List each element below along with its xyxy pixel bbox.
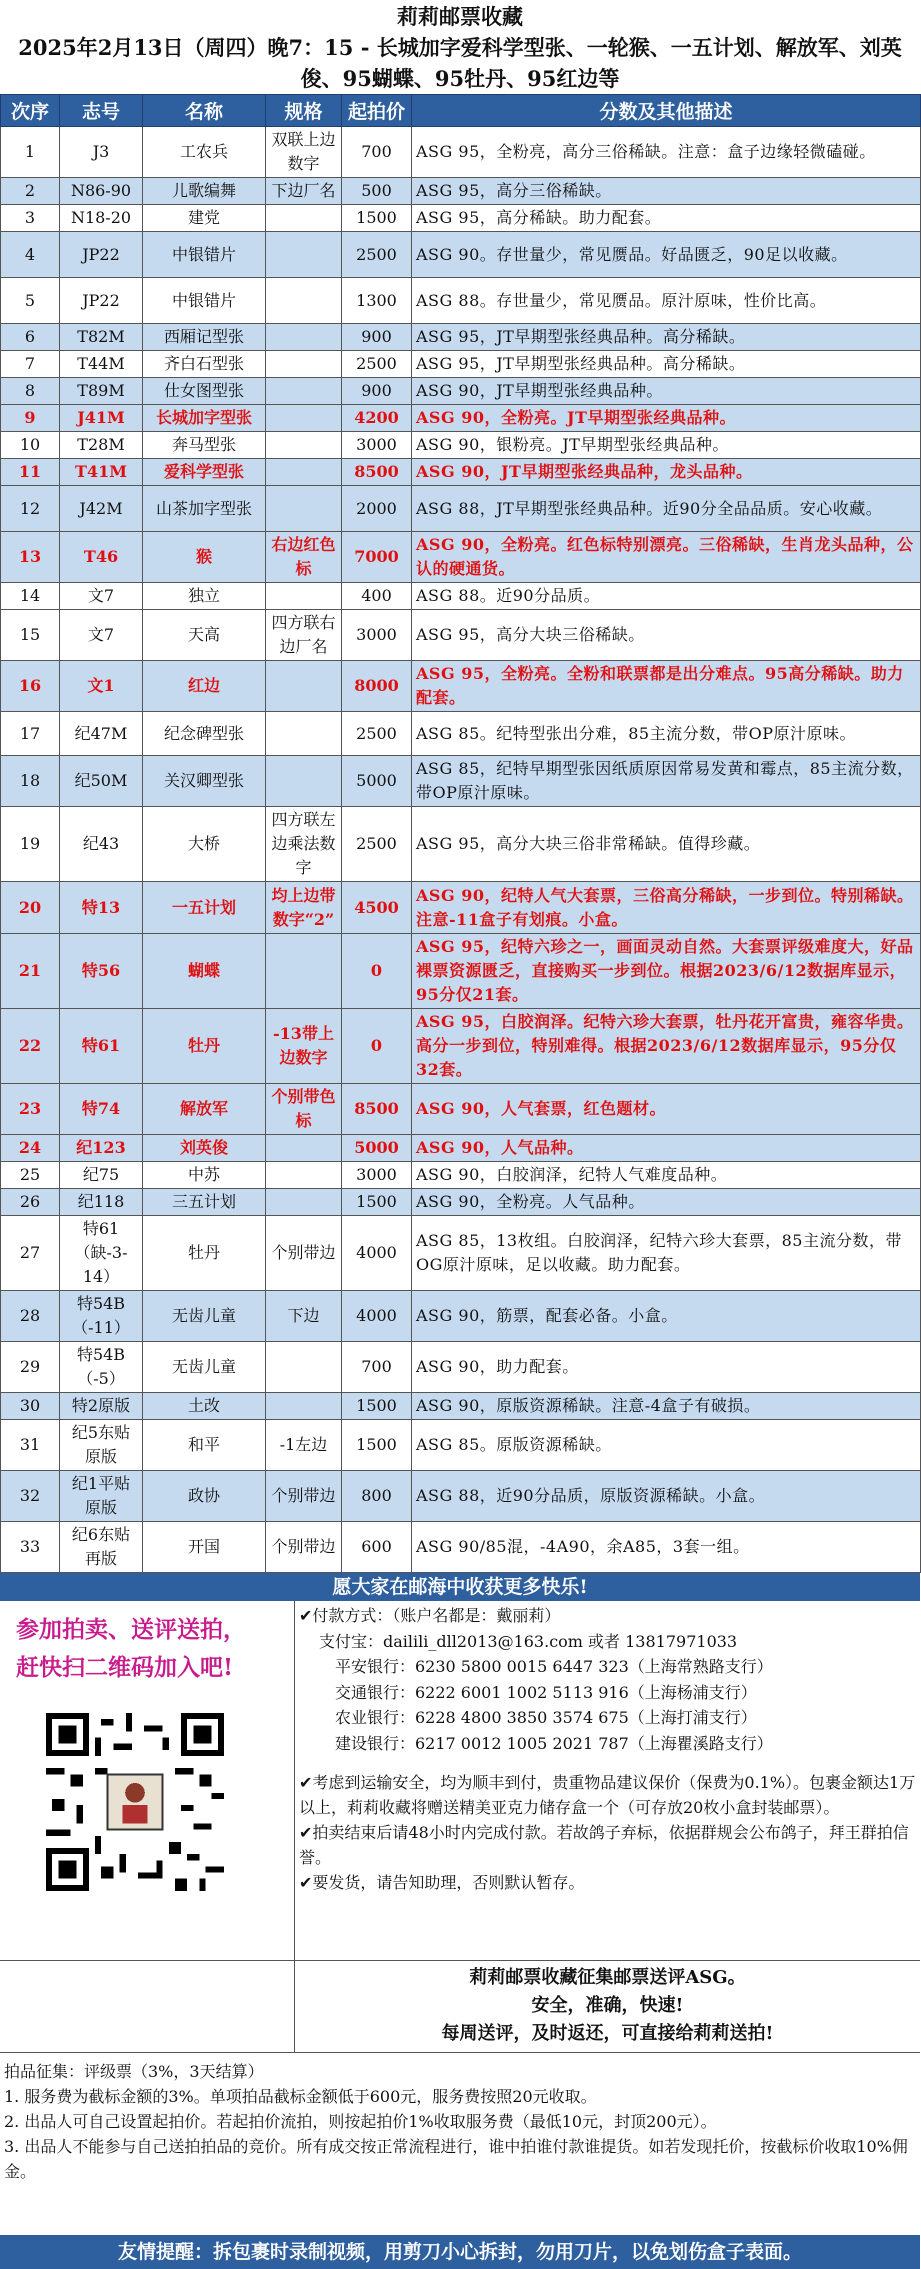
note-item: ✔要发货，请告知助理，否则默认暂存。	[299, 1873, 585, 1892]
stamp-code: 文1	[60, 661, 143, 712]
payment-panel	[295, 1601, 920, 1960]
stamp-spec: 均上边带数字“2”	[266, 882, 342, 934]
promo-line-2: 赶快扫二维码加入吧!	[16, 1654, 234, 1681]
start-price: 2500	[342, 807, 412, 882]
table-row	[1, 1084, 921, 1135]
stamp-name: 一五计划	[143, 882, 266, 934]
promo-panel	[0, 1601, 295, 1960]
lot-description: ASG 95，全粉亮。全粉和联票都是出分难点。95高分稀缺。助力配套。	[412, 661, 921, 712]
lot-description: ASG 95，高分稀缺。助力配套。	[412, 205, 921, 232]
bank-account: 平安银行：6230 5800 0015 6447 323（上海常熟路支行）	[335, 1657, 773, 1676]
footer-reminder: 友情提醒：拆包裹时录制视频，用剪刀小心拆封，勿用刀片，以免划伤盒子表面。	[0, 2235, 920, 2269]
lot-description: ASG 90/85混，-4A90，余A85，3套一组。	[412, 1522, 921, 1573]
note-item: ✔考虑到运输安全，均为顺丰到付，贵重物品建议保价（保费为0.1%）。包裹金额达1万以上，莉莉收藏将赠送精美亚克力储存盒一个（可存放20枚小盒封装邮票）。	[299, 1773, 916, 1817]
stamp-spec	[266, 934, 342, 1009]
rule-line: 拍品征集：评级票（3%，3天结算）	[4, 2062, 264, 2081]
start-price: 900	[342, 378, 412, 405]
col-header-name: 名称	[143, 95, 266, 127]
lot-number: 19	[1, 807, 60, 882]
stamp-name: 开国	[143, 1522, 266, 1573]
stamp-spec	[266, 1135, 342, 1162]
lot-description: ASG 90，人气套票，红色题材。	[412, 1084, 921, 1135]
stamp-code: 特74	[60, 1084, 143, 1135]
asg-line: 安全，准确，快速!	[531, 1995, 684, 2016]
lot-number: 5	[1, 278, 60, 324]
stamp-code: 文7	[60, 583, 143, 610]
table-row	[1, 1009, 921, 1084]
start-price: 1500	[342, 1420, 412, 1471]
title-block	[0, 0, 920, 94]
table-row	[1, 324, 921, 351]
stamp-name: 红边	[143, 661, 266, 712]
start-price: 3000	[342, 432, 412, 459]
start-price: 500	[342, 178, 412, 205]
start-price: 800	[342, 1471, 412, 1522]
stamp-spec: 个别带边	[266, 1471, 342, 1522]
stamp-spec	[266, 278, 342, 324]
stamp-code: J42M	[60, 486, 143, 532]
start-price: 600	[342, 1522, 412, 1573]
stamp-spec	[266, 351, 342, 378]
table-row	[1, 661, 921, 712]
lot-description: ASG 95，高分大块三俗稀缺。	[412, 610, 921, 661]
table-header-row	[1, 95, 921, 127]
asg-spacer	[0, 1961, 295, 2052]
stamp-name: 齐白石型张	[143, 351, 266, 378]
stamp-name: 建党	[143, 205, 266, 232]
lot-number: 21	[1, 934, 60, 1009]
stamp-name: 三五计划	[143, 1189, 266, 1216]
table-row	[1, 486, 921, 532]
stamp-code: N86-90	[60, 178, 143, 205]
lot-number: 25	[1, 1162, 60, 1189]
stamp-spec	[266, 432, 342, 459]
table-row	[1, 1471, 921, 1522]
stamp-spec	[266, 1342, 342, 1393]
stamp-spec: 双联上边数字	[266, 127, 342, 178]
col-header-price: 起拍价	[342, 95, 412, 127]
stamp-code: T89M	[60, 378, 143, 405]
stamp-code: 纪50M	[60, 756, 143, 807]
lot-number: 4	[1, 232, 60, 278]
stamp-code: 纪43	[60, 807, 143, 882]
stamp-code: T44M	[60, 351, 143, 378]
table-row	[1, 1291, 921, 1342]
stamp-name: 天高	[143, 610, 266, 661]
lot-description: ASG 85，纪特早期型张因纸质原因常易发黄和霉点，85主流分数，带OP原汁原味。	[412, 756, 921, 807]
asg-line: 每周送评，及时返还，可直接给莉莉送拍!	[441, 2023, 774, 2044]
start-price: 1500	[342, 1393, 412, 1420]
stamp-spec	[266, 1189, 342, 1216]
col-header-desc: 分数及其他描述	[412, 95, 921, 127]
table-row	[1, 1189, 921, 1216]
lot-description: ASG 90，JT早期型张经典品种。	[412, 378, 921, 405]
stamp-spec: 个别带色标	[266, 1084, 342, 1135]
stamp-spec: 四方联右边厂名	[266, 610, 342, 661]
table-row	[1, 807, 921, 882]
col-header-no: 次序	[1, 95, 60, 127]
start-price: 1300	[342, 278, 412, 324]
stamp-spec	[266, 378, 342, 405]
stamp-name: 中银错片	[143, 278, 266, 324]
stamp-code: 特56	[60, 934, 143, 1009]
lot-description: ASG 88。近90分品质。	[412, 583, 921, 610]
col-header-spec: 规格	[266, 95, 342, 127]
stamp-spec: -1左边	[266, 1420, 342, 1471]
table-row	[1, 205, 921, 232]
table-row	[1, 432, 921, 459]
stamp-code: T41M	[60, 459, 143, 486]
start-price: 5000	[342, 1135, 412, 1162]
asg-section	[0, 1961, 920, 2053]
start-price: 8500	[342, 459, 412, 486]
stamp-code: JP22	[60, 232, 143, 278]
table-row	[1, 405, 921, 432]
table-row	[1, 532, 921, 583]
stamp-name: 土改	[143, 1393, 266, 1420]
lot-description: ASG 85，13枚组。白胶润泽，纪特六珍大套票，85主流分数，带OG原汁原味，足以收藏。助力配套。	[412, 1216, 921, 1291]
col-header-code: 志号	[60, 95, 143, 127]
table-row	[1, 1216, 921, 1291]
stamp-code: 特2原版	[60, 1393, 143, 1420]
stamp-name: 刘英俊	[143, 1135, 266, 1162]
table-row	[1, 712, 921, 756]
stamp-code: 纪123	[60, 1135, 143, 1162]
stamp-spec	[266, 661, 342, 712]
stamp-spec	[266, 756, 342, 807]
start-price: 5000	[342, 756, 412, 807]
lot-description: ASG 88，JT早期型张经典品种。近90分全品品质。安心收藏。	[412, 486, 921, 532]
lot-number: 10	[1, 432, 60, 459]
table-row	[1, 378, 921, 405]
stamp-spec	[266, 583, 342, 610]
lot-description: ASG 88，近90分品质，原版资源稀缺。小盒。	[412, 1471, 921, 1522]
lot-number: 2	[1, 178, 60, 205]
consignment-rules	[0, 2053, 920, 2235]
lot-description: ASG 90。存世量少，常见赝品。好品匮乏，90足以收藏。	[412, 232, 921, 278]
lot-number: 17	[1, 712, 60, 756]
table-row	[1, 934, 921, 1009]
note-item: ✔拍卖结束后请48小时内完成付款。若故鸽子弃标，依据群规会公布鸽子，拜王群拍信誉。	[299, 1823, 909, 1867]
start-price: 0	[342, 934, 412, 1009]
lot-number: 16	[1, 661, 60, 712]
stamp-name: 西厢记型张	[143, 324, 266, 351]
lot-number: 7	[1, 351, 60, 378]
stamp-code: 特13	[60, 882, 143, 934]
lot-description: ASG 90，人气品种。	[412, 1135, 921, 1162]
table-row	[1, 1342, 921, 1393]
bank-account: 农业银行：6228 4800 3850 3574 675（上海打浦支行）	[335, 1708, 757, 1727]
start-price: 2500	[342, 351, 412, 378]
stamp-spec: 个别带边	[266, 1522, 342, 1573]
stamp-name: 无齿儿童	[143, 1291, 266, 1342]
lot-number: 24	[1, 1135, 60, 1162]
lot-number: 13	[1, 532, 60, 583]
stamp-spec: 个别带边	[266, 1216, 342, 1291]
stamp-name: 纪念碑型张	[143, 712, 266, 756]
lot-description: ASG 95，JT早期型张经典品种。高分稀缺。	[412, 324, 921, 351]
stamp-spec	[266, 324, 342, 351]
start-price: 700	[342, 127, 412, 178]
stamp-code: 纪1平贴原版	[60, 1471, 143, 1522]
start-price: 8500	[342, 1084, 412, 1135]
table-row	[1, 178, 921, 205]
asg-line: 莉莉邮票收藏征集邮票送评ASG。	[469, 1967, 746, 1988]
stamp-name: 爱科学型张	[143, 459, 266, 486]
stamp-code: T46	[60, 532, 143, 583]
lot-number: 33	[1, 1522, 60, 1573]
lot-number: 32	[1, 1471, 60, 1522]
lot-number: 23	[1, 1084, 60, 1135]
stamp-name: 和平	[143, 1420, 266, 1471]
rule-line: 1. 服务费为截标金额的3%。单项拍品截标金额低于600元，服务费按照20元收取。	[4, 2087, 597, 2106]
lot-number: 14	[1, 583, 60, 610]
table-row	[1, 351, 921, 378]
stamp-spec: 下边厂名	[266, 178, 342, 205]
lot-description: ASG 95，高分大块三俗非常稀缺。值得珍藏。	[412, 807, 921, 882]
lot-number: 1	[1, 127, 60, 178]
start-price: 4500	[342, 882, 412, 934]
lot-number: 28	[1, 1291, 60, 1342]
table-row	[1, 459, 921, 486]
lot-number: 31	[1, 1420, 60, 1471]
stamp-code: 特54B（-11）	[60, 1291, 143, 1342]
lot-number: 15	[1, 610, 60, 661]
stamp-code: 纪75	[60, 1162, 143, 1189]
stamp-code: 纪118	[60, 1189, 143, 1216]
stamp-spec	[266, 712, 342, 756]
lot-description: ASG 90，助力配套。	[412, 1342, 921, 1393]
table-row	[1, 232, 921, 278]
table-row	[1, 756, 921, 807]
lot-description: ASG 90，原版资源稀缺。注意-4盒子有破损。	[412, 1393, 921, 1420]
table-row	[1, 1522, 921, 1573]
stamp-code: 文7	[60, 610, 143, 661]
start-price: 400	[342, 583, 412, 610]
lot-description: ASG 88。存世量少，常见赝品。原汁原味，性价比高。	[412, 278, 921, 324]
lot-number: 30	[1, 1393, 60, 1420]
stamp-code: T82M	[60, 324, 143, 351]
table-row	[1, 127, 921, 178]
stamp-spec: 右边红色标	[266, 532, 342, 583]
stamp-name: 牡丹	[143, 1216, 266, 1291]
start-price: 8000	[342, 661, 412, 712]
page-title: 莉莉邮票收藏	[397, 4, 523, 29]
start-price: 2500	[342, 232, 412, 278]
start-price: 700	[342, 1342, 412, 1393]
stamp-name: 长城加字型张	[143, 405, 266, 432]
stamp-name: 工农兵	[143, 127, 266, 178]
stamp-name: 解放军	[143, 1084, 266, 1135]
stamp-name: 山茶加字型张	[143, 486, 266, 532]
start-price: 1500	[342, 205, 412, 232]
stamp-code: 特61（缺-3-14）	[60, 1216, 143, 1291]
table-row	[1, 278, 921, 324]
lot-description: ASG 90，纪特人气大套票，三俗高分稀缺，一步到位。特别稀缺。注意-11盒子有划痕。小盒。	[412, 882, 921, 934]
stamp-spec	[266, 205, 342, 232]
lot-description: ASG 90，银粉亮。JT早期型张经典品种。	[412, 432, 921, 459]
lot-description: ASG 95，JT早期型张经典品种。高分稀缺。	[412, 351, 921, 378]
page-subtitle: 2025年2月13日（周四）晚7：15 - 长城加字爱科学型张、一轮猴、一五计划、解放军、刘英俊、95蝴蝶、95牡丹、95红边等	[18, 35, 902, 91]
table-row	[1, 610, 921, 661]
lot-description: ASG 95，高分三俗稀缺。	[412, 178, 921, 205]
stamp-code: J3	[60, 127, 143, 178]
stamp-name: 儿歌编舞	[143, 178, 266, 205]
stamp-spec: 四方联左边乘法数字	[266, 807, 342, 882]
info-section	[0, 1601, 920, 1961]
table-row	[1, 1420, 921, 1471]
lot-number: 18	[1, 756, 60, 807]
lot-description: ASG 85。原版资源稀缺。	[412, 1420, 921, 1471]
lot-number: 12	[1, 486, 60, 532]
promo-line-1: 参加拍卖、送评送拍，	[16, 1616, 246, 1643]
stamp-name: 中银错片	[143, 232, 266, 278]
bank-account: 建设银行：6217 0012 1005 2021 787（上海瞿溪路支行）	[335, 1733, 773, 1753]
stamp-spec: 下边	[266, 1291, 342, 1342]
lots-table	[0, 94, 921, 1573]
payment-title: ✔付款方式：（账户名都是：戴丽莉）	[299, 1606, 561, 1625]
rule-line: 2. 出品人可自己设置起拍价。若起拍价流拍，则按起拍价1%收取服务费（最低10元，封顶200元）。	[4, 2112, 717, 2131]
lot-description: ASG 90，JT早期型张经典品种，龙头品种。	[412, 459, 921, 486]
lot-description: ASG 90，全粉亮。人气品种。	[412, 1189, 921, 1216]
lot-description: ASG 90，筋票，配套必备。小盒。	[412, 1291, 921, 1342]
table-row	[1, 882, 921, 934]
table-row	[1, 1162, 921, 1189]
stamp-spec	[266, 1162, 342, 1189]
lot-description: ASG 95，全粉亮，高分三俗稀缺。注意：盒子边缘轻微磕碰。	[412, 127, 921, 178]
start-price: 4000	[342, 1291, 412, 1342]
stamp-code: 纪5东贴原版	[60, 1420, 143, 1471]
lot-number: 11	[1, 459, 60, 486]
stamp-name: 大桥	[143, 807, 266, 882]
stamp-name: 猴	[143, 532, 266, 583]
lot-description: ASG 95，白胶润泽。纪特六珍大套票，牡丹花开富贵，雍容华贵。高分一步到位，特别难得。根据2023/6/12数据库显示，95分仅32套。	[412, 1009, 921, 1084]
lot-description: ASG 90，白胶润泽，纪特人气难度品种。	[412, 1162, 921, 1189]
lot-number: 6	[1, 324, 60, 351]
wish-banner: 愿大家在邮海中收获更多快乐!	[0, 1573, 920, 1601]
lot-number: 29	[1, 1342, 60, 1393]
stamp-spec	[266, 1393, 342, 1420]
stamp-spec	[266, 405, 342, 432]
rule-line: 3. 出品人不能参与自己送拍拍品的竞价。所有成交按正常流程进行，谁中拍谁付款谁提货。如若发现托价，按截标价收取10%佣金。	[4, 2137, 908, 2181]
stamp-name: 蝴蝶	[143, 934, 266, 1009]
start-price: 4000	[342, 1216, 412, 1291]
lot-number: 3	[1, 205, 60, 232]
shipping-notes	[299, 1770, 916, 1895]
asg-text	[295, 1961, 920, 2052]
lot-description: ASG 85。纪特型张出分难，85主流分数，带OP原汁原味。	[412, 712, 921, 756]
lot-number: 9	[1, 405, 60, 432]
stamp-name: 仕女图型张	[143, 378, 266, 405]
lot-number: 8	[1, 378, 60, 405]
table-row	[1, 1135, 921, 1162]
stamp-code: N18-20	[60, 205, 143, 232]
stamp-name: 牡丹	[143, 1009, 266, 1084]
lot-number: 27	[1, 1216, 60, 1291]
stamp-name: 独立	[143, 583, 266, 610]
start-price: 0	[342, 1009, 412, 1084]
stamp-spec	[266, 459, 342, 486]
stamp-code: 特54B（-5）	[60, 1342, 143, 1393]
stamp-name: 政协	[143, 1471, 266, 1522]
start-price: 2000	[342, 486, 412, 532]
stamp-code: 纪6东贴再版	[60, 1522, 143, 1573]
start-price: 2500	[342, 712, 412, 756]
alipay-account: 支付宝：dailili_dll2013@163.com 或者 13817971033	[319, 1631, 738, 1651]
stamp-code: J41M	[60, 405, 143, 432]
payment-info	[299, 1603, 916, 1756]
stamp-code: 纪47M	[60, 712, 143, 756]
stamp-name: 中苏	[143, 1162, 266, 1189]
lot-description: ASG 95，纪特六珍之一，画面灵动自然。大套票评级难度大，好品裸票资源匮乏，直接购买一步到位。根据2023/6/12数据库显示，95分仅21套。	[412, 934, 921, 1009]
stamp-code: 特61	[60, 1009, 143, 1084]
start-price: 7000	[342, 532, 412, 583]
lot-description: ASG 90，全粉亮。JT早期型张经典品种。	[412, 405, 921, 432]
lot-description: ASG 90，全粉亮。红色标特别漂亮。三俗稀缺，生肖龙头品种，公认的硬通货。	[412, 532, 921, 583]
bank-account: 交通银行：6222 6001 1002 5113 916（上海杨浦支行）	[335, 1682, 757, 1702]
start-price: 3000	[342, 610, 412, 661]
start-price: 900	[342, 324, 412, 351]
table-row	[1, 1393, 921, 1420]
stamp-name: 无齿儿童	[143, 1342, 266, 1393]
stamp-code: JP22	[60, 278, 143, 324]
stamp-name: 奔马型张	[143, 432, 266, 459]
lot-number: 26	[1, 1189, 60, 1216]
stamp-spec	[266, 232, 342, 278]
lot-number: 20	[1, 882, 60, 934]
stamp-name: 关汉卿型张	[143, 756, 266, 807]
stamp-spec	[266, 486, 342, 532]
start-price: 1500	[342, 1189, 412, 1216]
start-price: 4200	[342, 405, 412, 432]
lot-number: 22	[1, 1009, 60, 1084]
stamp-code: T28M	[60, 432, 143, 459]
table-row	[1, 583, 921, 610]
stamp-spec: -13带上边数字	[266, 1009, 342, 1084]
qr-code-image[interactable]	[46, 1713, 224, 1891]
start-price: 3000	[342, 1162, 412, 1189]
